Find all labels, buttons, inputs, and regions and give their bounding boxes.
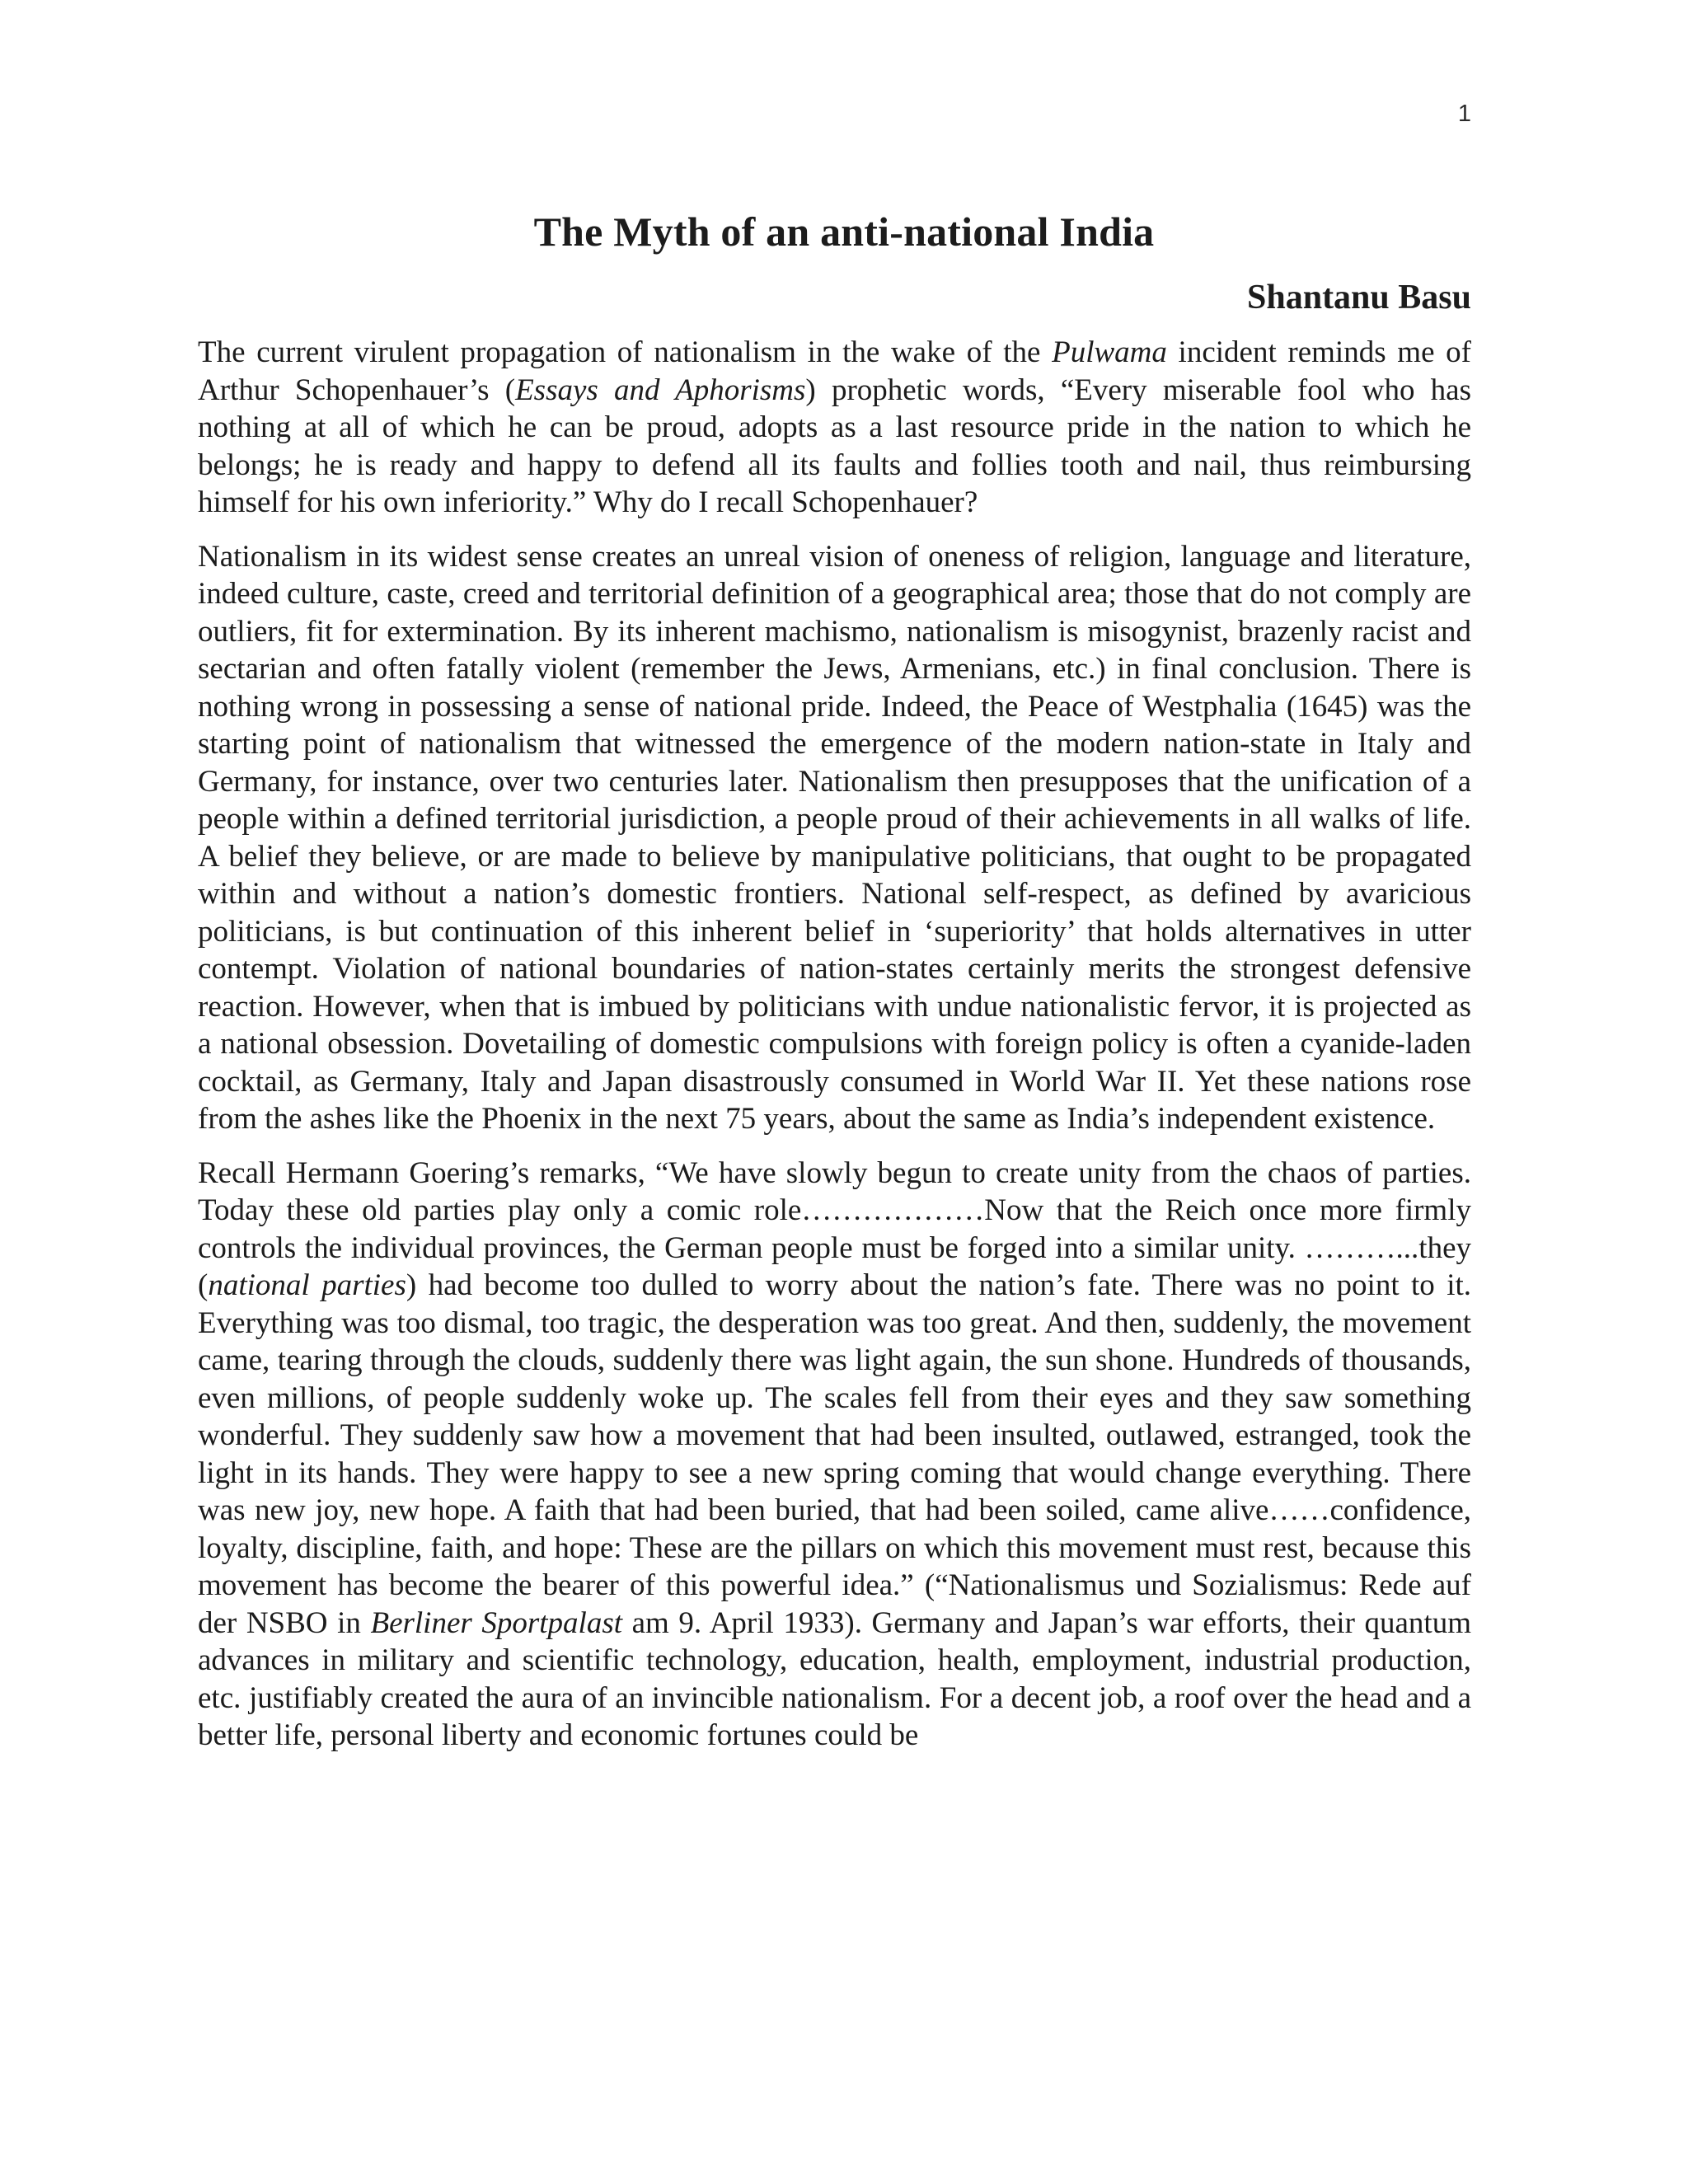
paragraph-3: [198, 1155, 1471, 1755]
author-name: Shantanu Basu: [1247, 279, 1471, 316]
paragraph-2: Nationalism in its widest sense creates an unreal vision of oneness of religion, language and literature, indeed culture, caste, creed and territorial definition of a geographical area; those that do not comply are outliers, fit for extermination. By its inherent machismo, nationalism is misogynist, brazenly racist and sectarian and often fatally violent (remember the Jews, Armenians, etc.) in final conclusion. There is nothing wrong in possessing a sense of national pride. Indeed, the Peace of Westphalia (1645) was the starting point of nationalism that witnessed the emergence of the modern nation-state in Italy and Germany, for instance, over two centuries later. Nationalism then presupposes that the unification of a people within a defined territorial jurisdiction, a people proud of their achievements in all walks of life. A belief they believe, or are made to believe by manipulative politicians, that ought to be propagated within and without a nation’s domestic frontiers. National self-respect, as defined by avaricious politicians, is but continuation of this inherent belief in ‘superiority’ that holds alternatives in utter contempt. Violation of national boundaries of nation-states certainly merits the strongest defensive reaction. However, when that is imbued by politicians with undue nationalistic fervor, it is projected as a national obsession. Dovetailing of domestic compulsions with foreign policy is often a cyanide-laden cocktail, as Germany, Italy and Japan disastrously consumed in World War II. Yet these nations rose from the ashes like the Phoenix in the next 75 years, about the same as India’s independent existence.: [198, 539, 1471, 1136]
venue-italic: Berliner Sportpalast: [370, 1605, 623, 1640]
paragraph-1: [198, 334, 1471, 522]
paragraph-3-text: am 9. April 1933). Germany and Japan’s war efforts, their quantum advances in military and scientific technology, education, health, employment, industrial production, etc. justifiably created the aura of an invincible nationalism. For a decent job, a roof over the head and a better life, personal liberty and economic fortunes could be: [198, 1605, 1471, 1752]
book-title-italic: Essays and Aphorisms: [515, 373, 806, 407]
paragraph-1-text: ) prophetic words, “Every miserable fool who has nothing at all of which he can be proud, adopts as a last resource pride in the nation to which he belongs; he is ready and happy to defend all its faults and follies tooth and nail, thus reimbursing himself for his own inferiority.” Why do I recall Schopenhauer?: [198, 373, 1472, 519]
paragraph-3-text: Recall Hermann Goering’s remarks, “We have slowly begun to create unity from the chaos of parties. Today these old parties play only a comic role………………Now that the Reich once more firmly controls the individual provinces, the German people must be forged into a similar unity. ………...they (: [198, 1155, 1471, 1302]
document-title: The Myth of an anti-national India: [533, 209, 1155, 255]
article-body: [198, 334, 1471, 1771]
paragraph-1-text: The current virulent propagation of nationalism in the wake of the: [198, 335, 1053, 369]
pulwama-italic: Pulwama: [1052, 335, 1167, 369]
national-parties-italic: national parties: [208, 1268, 406, 1302]
paragraph-3-text: ) had become too dulled to worry about the nation’s fate. There was no point to it. Everything was too dismal, too tragic, the desperation was too great. And then, suddenly, the movement came, tearing through the clouds, suddenly there was light again, the sun shone. Hundreds of thousands, even millions, of people suddenly woke up. The scales fell from their eyes and they saw something wonderful. They suddenly saw how a movement that had been insulted, outlawed, estranged, took the light in its hands. They were happy to see a new spring coming that would change everything. There was new joy, new hope. A faith that had been buried, that had been soiled, came alive……confidence, loyalty, discipline, faith, and hope: These are the pillars on which this movement must rest, because this movement has become the bearer of this powerful idea.” (“Nationalismus und Sozialismus: Rede auf der NSBO in: [198, 1268, 1472, 1640]
page-number: 1: [1457, 101, 1471, 127]
paragraph-1-text: incident reminds me of Arthur Schopenhauer’s (: [198, 335, 1471, 407]
